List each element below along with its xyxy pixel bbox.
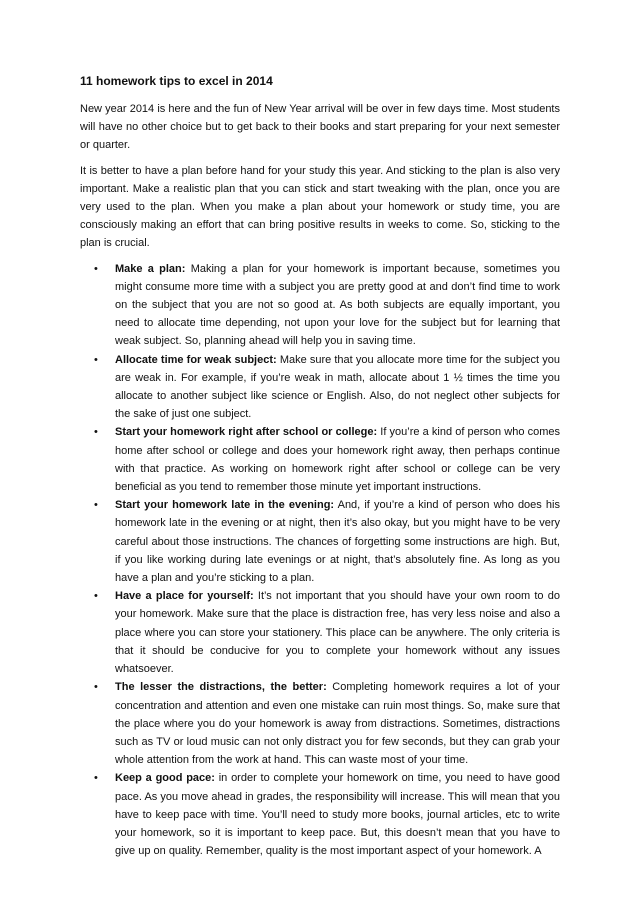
tip-term: Allocate time for weak subject: [115, 353, 277, 366]
tip-text: Making a plan for your homework is important because, sometimes you might consume more time with a subject you are pretty good at and don’t find time to work on the subject that you are not so good at. As both subjects are equally important, you need to allocate time depending, not upon your love for the subject but for learning that weak subject. So, planning ahead will help you in saving time. [115, 262, 560, 348]
bullet-icon: • [94, 262, 98, 275]
tip-text: in order to complete your homework on time, you need to have good pace. As you move ahead in grades, the responsibility will increase. This will mean that you have to keep pace with time. You’ll need to study more books, journal articles, etc to write your homework, so it is important to keep pace. But, this doesn’t mean that you have to give up on quality. Remember, quality is the most important aspect of your homework. A [115, 772, 560, 858]
list-item [80, 351, 560, 424]
tip-text: If you’re a kind of person who comes home after school or college and does your homework right away, then perhaps continue with that practice. As working on homework right after school or college can be very beneficial as you tend to remember those minute yet important instructions. [115, 426, 560, 494]
list-item [80, 769, 560, 860]
tip-text: And, if you’re a kind of person who does his homework late in the evening or at night, then it’s also okay, but you might have to be very careful about those instructions. The chances of forgetting some instructions are high. But, if you like working during late evenings or at night, that’s absolutely fine. As long as you have a plan and you’re sticking to a plan. [115, 499, 560, 585]
tip-term: Start your homework late in the evening: [115, 499, 335, 512]
document-title: 11 homework tips to excel in 2014 [80, 74, 273, 88]
bullet-icon: • [94, 426, 98, 439]
tip-text: It’s not important that you should have your own room to do your homework. Make sure that the place is distraction free, has very less noise and also a place where you can store your stationery. This place can be anywhere. The only criteria is that it should be conducive for you to complete your homework without any issues whatsoever. [115, 590, 561, 676]
tip-term: Have a place for yourself: [115, 590, 254, 603]
tip-term: Start your homework right after school or college: [115, 426, 378, 439]
bullet-icon: • [94, 681, 98, 694]
tips-list [80, 260, 560, 861]
bullet-icon: • [94, 499, 98, 512]
list-item [80, 496, 560, 587]
tip-term: The lesser the distractions, the better: [115, 681, 327, 694]
bullet-icon: • [94, 353, 98, 366]
bullet-icon: • [94, 772, 98, 785]
tip-text: Completing homework requires a lot of your concentration and attention and even one mistake can ruin most things. So, make sure that the place where you do your homework is away from distractions. Sometimes, distractions such as TV or loud music can not only distract you for few seconds, but they can grab your whole attention from the work at hand. This can waste most of your time. [115, 681, 560, 767]
list-item [80, 260, 560, 351]
tip-term: Make a plan: [115, 262, 186, 275]
tip-text: Make sure that you allocate more time for the subject you are weak in. For example, if you’re weak in math, allocate about 1 ½ times the time you allocate to another subject like science or English. Also, do not neglect other subjects for the sake of just one subject. [115, 353, 560, 421]
list-item [80, 423, 560, 496]
tip-term: Keep a good pace: [115, 772, 215, 785]
bullet-icon: • [94, 590, 98, 603]
intro-paragraph: New year 2014 is here and the fun of New Year arrival will be over in few days time. Most students will have no other choice but to get back to their books and start preparing for your next semester or quarter. [80, 103, 560, 152]
list-item [80, 678, 560, 769]
list-item [80, 587, 560, 678]
plan-paragraph: It is better to have a plan before hand for your study this year. And sticking to the plan is also very important. Make a realistic plan that you can stick and start tweaking with the plan, once you are very used to the plan. When you make a plan about your homework or study time, you are consciously making an effort that can bring positive results in weeks to come. So, sticking to the plan is crucial. [80, 164, 560, 250]
document-body [80, 73, 560, 860]
